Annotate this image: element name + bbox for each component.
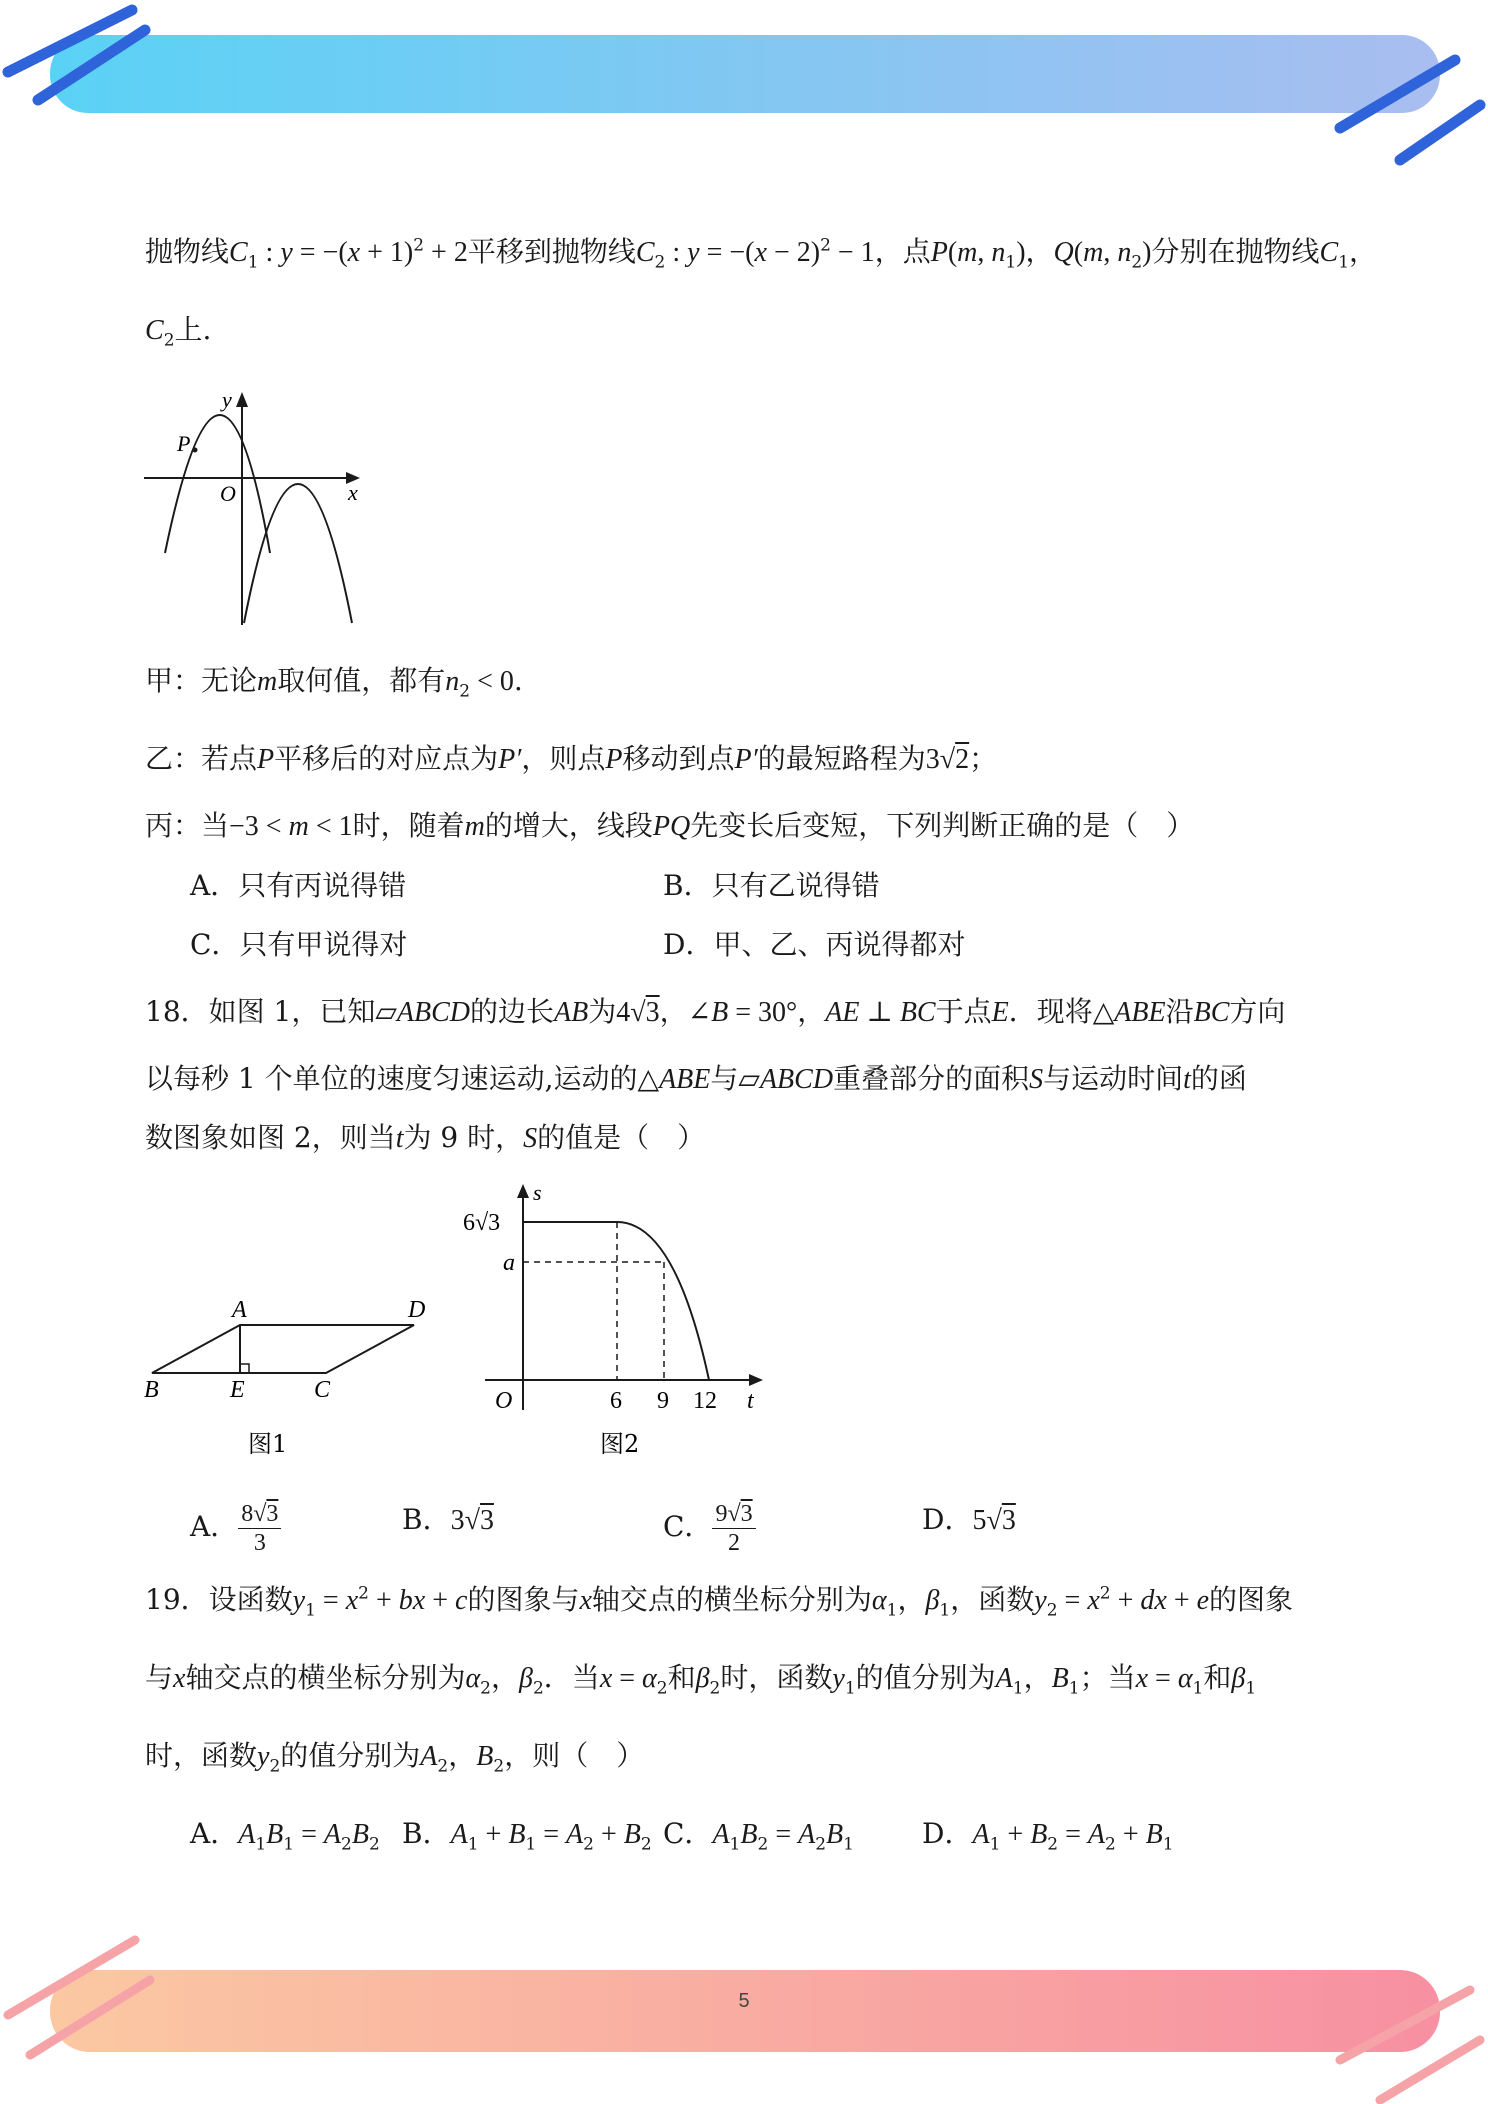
s-axis-arrow (517, 1184, 529, 1198)
label-a: a (503, 1250, 515, 1276)
label-x: x (348, 480, 358, 505)
q17-statement-jia: 甲：无论m取何值，都有$n_2 < 0$. (145, 664, 523, 702)
q19-option-d[interactable]: D．$A_1 + B_2 = A_2 + B_1$ (922, 1817, 1174, 1855)
q19-line-2: 与x轴交点的横坐标分别为$\alpha_2$，$\beta_2$．当$x = \alpha_2$和$\beta_2$时，函数$y_1$的值分别为$A_1$，$B_1$；当$x = \alpha_1$和$\beta_1$ (145, 1661, 1257, 1699)
q17-option-a[interactable]: A．只有丙说得错 (190, 869, 407, 902)
label-a: A (232, 1297, 247, 1323)
q18-option-d[interactable]: D．5√3 (922, 1503, 1016, 1536)
t-axis-arrow (749, 1374, 763, 1386)
q18-option-c[interactable]: C． $\frac{9√3}{2}$ (663, 1500, 756, 1557)
caption-fig2: 图2 (600, 1430, 640, 1458)
label-top: 6√3 (463, 1210, 501, 1236)
label-o: O (495, 1388, 513, 1414)
q19-option-b[interactable]: B．$A_1 + B_1 = A_2 + B_2$ (402, 1817, 652, 1855)
label-s: s (533, 1180, 542, 1205)
label-e: E (230, 1377, 245, 1403)
q19-option-c[interactable]: C．$A_1B_2 = A_2B_1$ (663, 1817, 854, 1855)
q18-option-b[interactable]: B．3√3 (402, 1503, 494, 1536)
tick-6: 6 (610, 1388, 622, 1414)
label-c: C (314, 1377, 331, 1403)
page-number: 5 (738, 1990, 750, 2012)
q17-option-c[interactable]: C．只有甲说得对 (190, 928, 408, 961)
parallelogram-abcd (152, 1325, 414, 1373)
q19-line-3: 时，函数$y_2$的值分别为$A_2$，$B_2$，则（ ） (145, 1739, 645, 1777)
q19-option-a[interactable]: A．$A_1B_1 = A_2B_2$ (190, 1817, 380, 1855)
label-o: O (220, 481, 236, 506)
q17-option-b[interactable]: B．只有乙说得错 (663, 869, 880, 902)
tick-12: 12 (693, 1388, 717, 1414)
q19-line-1: 19．设函数$y_1 = x^2$ + bx + c的图象与x轴交点的横坐标分别为$\alpha_1$，$\beta_1$，函数$y_2 = x^2$ + dx + e的图象 (145, 1583, 1294, 1621)
q18-line-3: 数图象如图 2，则当t为 9 时，S的值是（ ） (145, 1121, 706, 1154)
q17-line-2: $C_2$上. (145, 313, 212, 351)
q17-statement-bing: 丙：当−3 < m < 1时，随着m的增大，线段PQ先变长后变短，下列判断正确的是（ ） (145, 809, 1195, 842)
q18-figure-1 (140, 1290, 440, 1460)
graph-curve-segment (617, 1222, 709, 1380)
right-angle-mark (240, 1364, 249, 1373)
q17-line-1: 抛物线$C_1$ : $y = -(x + 1)^2 + 2$平移到抛物线$C_2$ : $y = -(x - 2)^2 - 1$，点P(m, $n_1$)，Q(m, $n_2$)分别在抛物线$C_1$， (145, 235, 1378, 273)
q18-line-1: 18．如图 1，已知▱ABCD的边长AB为4√3，∠B = 30°，AE ⊥ BC于点E．现将△ABE沿BC方向 (145, 995, 1286, 1028)
caption-fig1: 图1 (248, 1430, 288, 1458)
q18-figure-2 (455, 1180, 775, 1460)
q18-option-a[interactable]: A． $\frac{8√3}{3}$ (190, 1500, 281, 1557)
tick-9: 9 (657, 1388, 669, 1414)
y-axis-arrow (236, 392, 248, 407)
q17-statement-yi: 乙：若点P平移后的对应点为P′，则点P移动到点P′的最短路程为3√2； (145, 742, 998, 775)
label-p: P (177, 431, 191, 456)
q18-line-2: 以每秒 1 个单位的速度匀速运动,运动的△ABE与▱ABCD重叠部分的面积S与运动时间t的函 (145, 1062, 1247, 1095)
q17-parabola-figure (140, 385, 380, 630)
point-p (193, 448, 198, 453)
label-d: D (408, 1297, 426, 1323)
label-y: y (222, 387, 232, 412)
label-b: B (144, 1377, 159, 1403)
label-t: t (747, 1388, 754, 1414)
q17-option-d[interactable]: D．甲、乙、丙说得都对 (663, 928, 966, 961)
header-banner (0, 0, 1488, 180)
